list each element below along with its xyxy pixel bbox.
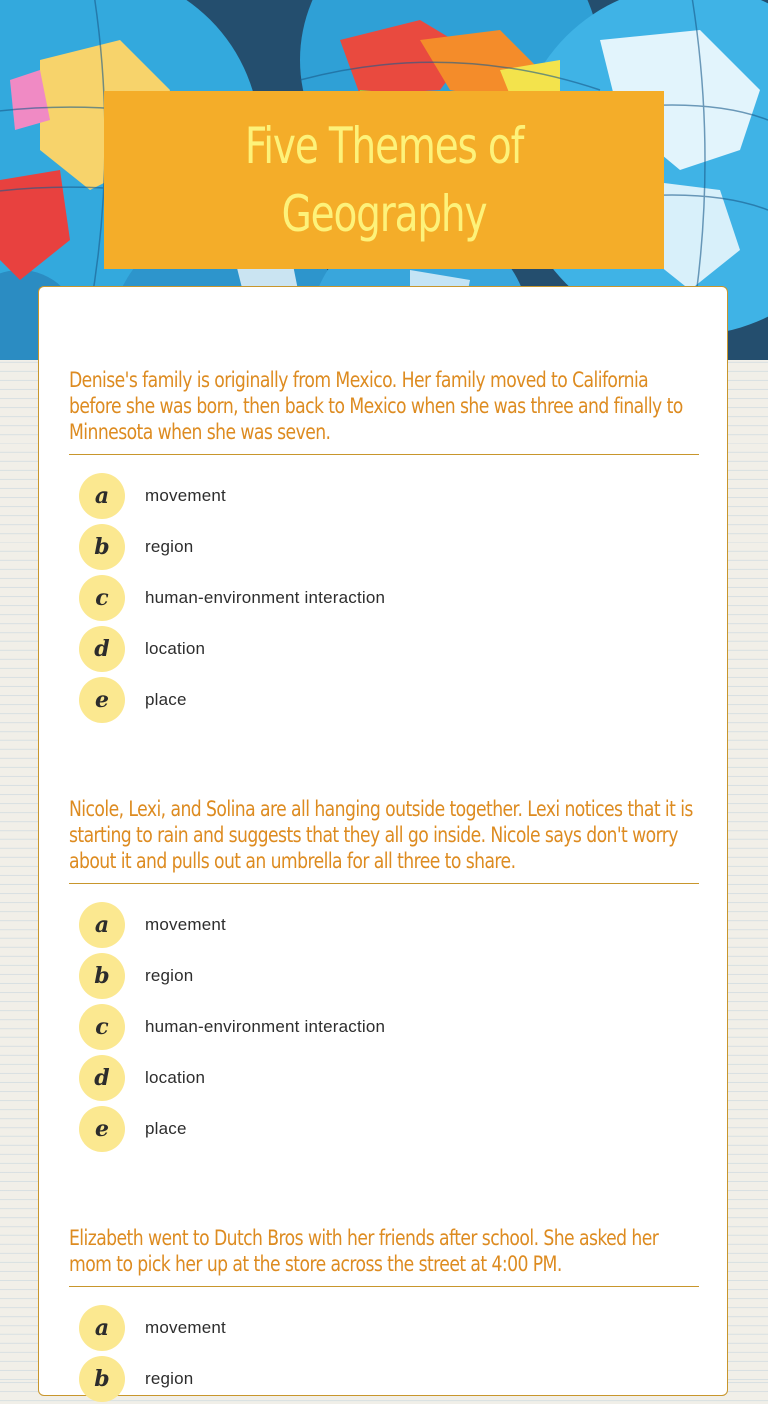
answer-option[interactable] (79, 470, 699, 521)
answer-option[interactable] (79, 1001, 699, 1052)
option-label[interactable]: movement (145, 1317, 226, 1337)
question-1 (69, 367, 699, 725)
option-label[interactable]: region (145, 536, 194, 556)
option-letter-bubble[interactable]: a (79, 902, 125, 948)
question-text: Denise's family is originally from Mexico. Her family moved to California before she was born, then back to Mexico when she was three and finally to Minnesota when she was seven. (69, 368, 683, 444)
option-letter-bubble[interactable]: c (79, 575, 125, 621)
option-letter-bubble[interactable]: a (79, 1305, 125, 1351)
question-divider (69, 1225, 699, 1287)
option-label[interactable]: location (145, 638, 206, 658)
question-divider (69, 796, 699, 884)
option-label[interactable]: place (145, 1118, 187, 1138)
answer-options (69, 884, 699, 1154)
question-divider (69, 367, 699, 455)
answer-option[interactable] (79, 572, 699, 623)
worksheet-card (38, 286, 728, 1396)
option-label[interactable]: human-environment interaction (145, 1016, 386, 1036)
page-title: Five Themes of Geography (244, 117, 524, 243)
answer-option[interactable] (79, 1052, 699, 1103)
question-text: Elizabeth went to Dutch Bros with her friends after school. She asked her mom to pick her up at the store across the street at 4:00 PM. (69, 1226, 659, 1276)
answer-option[interactable] (79, 950, 699, 1001)
option-label[interactable]: human-environment interaction (145, 587, 386, 607)
question-3 (69, 1225, 699, 1404)
option-letter-bubble[interactable]: b (79, 1356, 125, 1402)
answer-option[interactable] (79, 1353, 699, 1404)
option-letter-bubble[interactable]: d (79, 1055, 125, 1101)
option-letter-bubble[interactable]: b (79, 953, 125, 999)
question-2 (69, 796, 699, 1154)
option-letter-bubble[interactable]: c (79, 1004, 125, 1050)
answer-option[interactable] (79, 1302, 699, 1353)
option-label[interactable]: movement (145, 485, 226, 505)
option-label[interactable]: region (145, 965, 194, 985)
answer-options (69, 1287, 699, 1404)
option-letter-bubble[interactable]: a (79, 473, 125, 519)
option-letter-bubble[interactable]: e (79, 1106, 125, 1152)
option-letter-bubble[interactable]: e (79, 677, 125, 723)
answer-options (69, 455, 699, 725)
option-label[interactable]: place (145, 689, 187, 709)
answer-option[interactable] (79, 521, 699, 572)
option-label[interactable]: region (145, 1368, 194, 1388)
option-letter-bubble[interactable]: d (79, 626, 125, 672)
title-banner (104, 91, 664, 269)
option-label[interactable]: location (145, 1067, 206, 1087)
option-label[interactable]: movement (145, 914, 226, 934)
question-text: Nicole, Lexi, and Solina are all hanging outside together. Lexi notices that it is starting to rain and suggests that they all go inside. Nicole says don't worry about it and pulls out an umbrella for all three to share. (69, 797, 693, 873)
answer-option[interactable] (79, 1103, 699, 1154)
answer-option[interactable] (79, 674, 699, 725)
answer-option[interactable] (79, 623, 699, 674)
answer-option[interactable] (79, 899, 699, 950)
option-letter-bubble[interactable]: b (79, 524, 125, 570)
